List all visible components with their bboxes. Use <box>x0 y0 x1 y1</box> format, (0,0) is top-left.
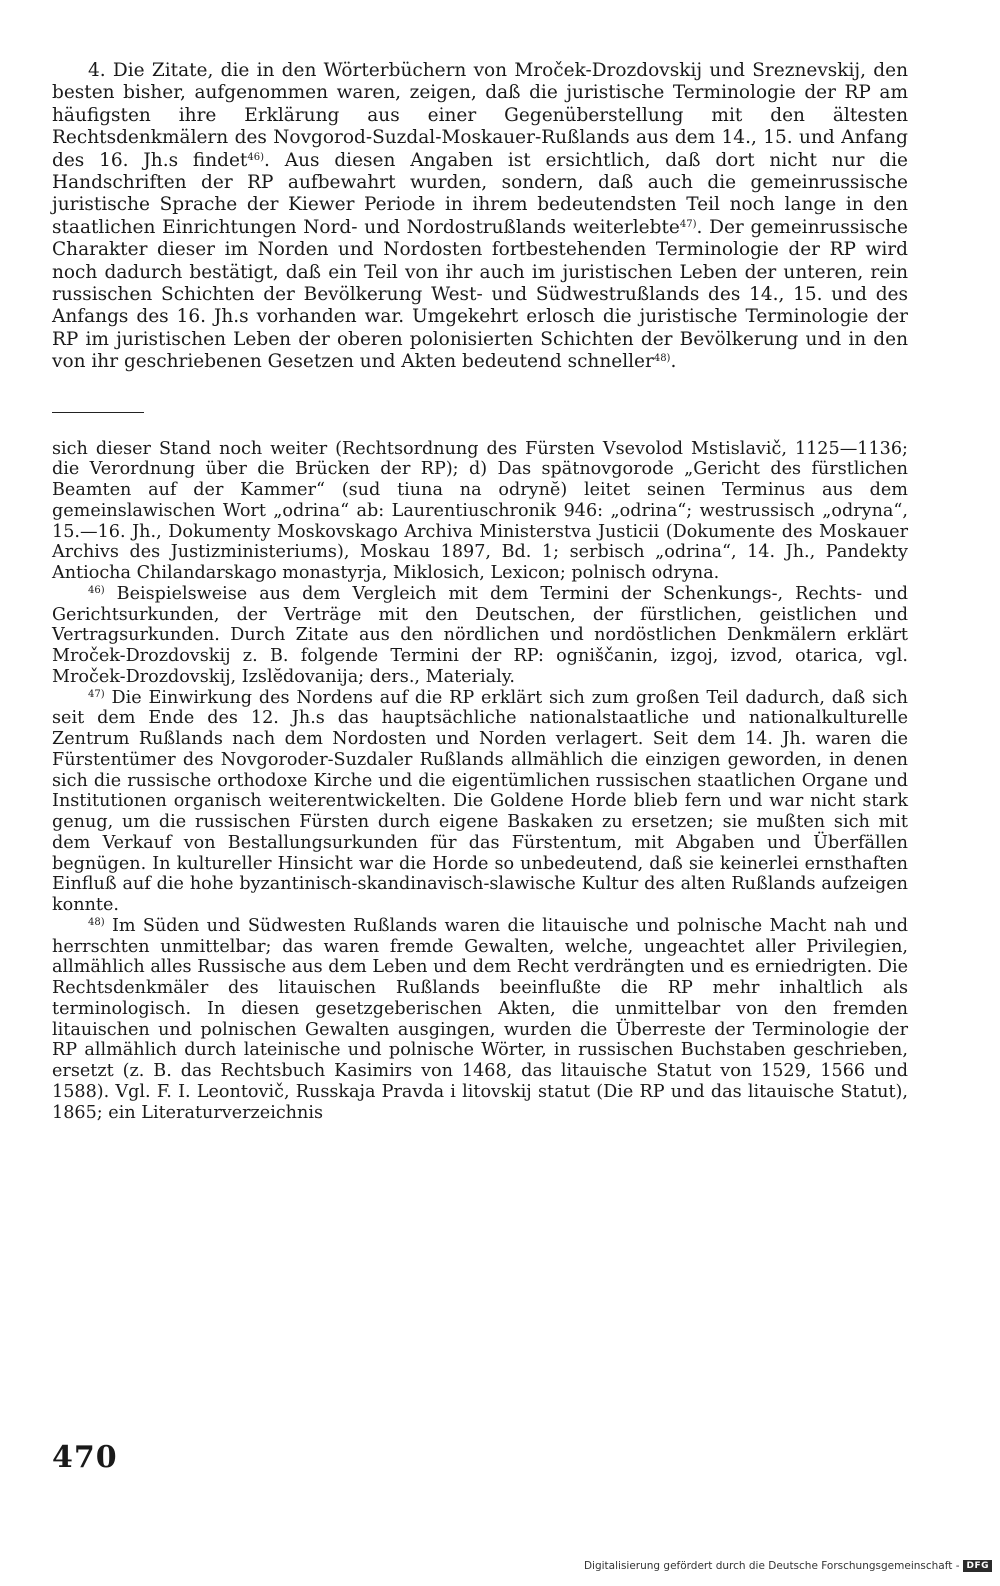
footnote-reference: 48) <box>653 353 671 365</box>
main-text-end: . <box>670 351 677 373</box>
main-text-part-2: . Aus diesen Angaben ist ersichtlich, daß dort nicht nur die Handschriften der RP aufbewahrt wurden, sondern, daß auch die gemeinrussische juristische Sprache der Kiewer Periode in ihrem bedeutendsten Teil noch lange in den staatlichen Einrichtungen Nord- und Nordostrußlands weiterlebte <box>52 149 908 238</box>
footnote-text: Die Einwirkung des Nordens auf die RP erklärt sich zum großen Teil dadurch, daß sich seit dem Ende des 12. Jh.s das hauptsächliche nationalstaatliche und nationalkulturelle Zentrum Rußlands nach dem Nordosten und Norden verlagert. Seit dem 14. Jh. waren die Fürstentümer des Novgoroder-Suzdaler Rußlands allmählich die einzigen geworden, in denen sich die russische orthodoxe Kirche und die eigentümlichen russischen staatlichen Organe und Institutionen organisch weiterentwickelten. Die Goldene Horde blieb fern und war nicht stark genug, um die russischen Fürsten durch eigene Baskaken zu ersetzen; sie mußten sich mit dem Verkauf von Bestallungsurkunden für das Fürstentum, mit Abgaben und Überfällen begnügen. In kultureller Hinsicht war die Horde so unbedeutend, daß sie keinerlei ernsthaften Einfluß auf die hohe byzantinisch-skandinavisch-slawische Kultur des alten Rußlands aufzeigen konnte. <box>52 687 908 916</box>
footnote-marker: 46) <box>88 584 105 596</box>
digitization-credit <box>584 1560 992 1572</box>
footnote-marker: 48) <box>88 916 105 928</box>
credit-text: Digitalisierung gefördert durch die Deutsche Forschungsgemeinschaft - <box>583 1560 960 1572</box>
footnote-reference: 46) <box>247 151 265 163</box>
main-paragraph <box>52 60 908 374</box>
footnote-reference: 47) <box>679 218 697 230</box>
main-text-part-3: . Der gemeinrussische Charakter dieser im Norden und Nordosten fortbestehenden Terminologie der RP wird noch dadurch bestätigt, daß ein Teil von ihr auch im juristischen Leben der unteren, rein russischen Schichten der Bevölkerung West- und Südwestrußlands des 14., 15. und des Anfangs des 16. Jh.s vorhanden war. Umgekehrt erlosch die juristische Terminologie der RP im juristischen Leben der oberen polonisierten Schichten der Bevölkerung und in den von ihr geschriebenen Gesetzen und Akten bedeutend schneller <box>52 216 909 373</box>
footnote-46 <box>52 584 908 688</box>
footnote-text: Im Süden und Südwesten Rußlands waren die litauische und polnische Macht nah und herrschten unmittelbar; das waren fremde Gewalten, welche, ungeachtet aller Privilegien, allmählich alles Russische aus dem Leben und dem Recht verdrängten und es erniedrigten. Die Rechtsdenkmäler des litauischen Rußlands beeinflußte die RP mehr inhaltlich als terminologisch. In diesen gesetzgeberischen Akten, die unmittelbar von den fremden litauischen und polnischen Gewalten ausgingen, wurden die Überreste der Terminologie der RP allmählich durch lateinische und polnische Wörter, in russischen Buchstaben geschrieben, ersetzt (z. B. das Rechtsbuch Kasimirs von 1468, das litauische Statut von 1529, 1566 und 1588). Vgl. F. I. Leontovič, Russkaja Pravda i litovskij statut (Die RP und das litauische Statut), 1865; ein Literaturverzeichnis <box>52 915 908 1123</box>
footnote-48 <box>52 916 908 1124</box>
footnote-continuation: sich dieser Stand noch weiter (Rechtsordnung des Fürsten Vsevolod Mstislavič, 1125—1136; die Verordnung über die Brücken der RP); d) Das spätnovgorode „Gericht des fürstlichen Beamten auf der Kammer“ (sud tiuna na odrynĕ) leitet seinen Terminus aus dem gemeinslawischen Wort „odrina“ ab: Laurentiuschronik 946: „odrina“; westrussisch „odryna“, 15.—16. Jh., Dokumenty Moskovskago Archiva Ministerstva Justicii (Dokumente des Moskauer Archivs des Justizministeriums), Moskau 1897, Bd. 1; serbisch „odrina“, 14. Jh., Pandekty Antiocha Chilandarskago monastyrja, Miklosich, Lexicon; polnisch odryna. <box>52 438 908 584</box>
dfg-logo: DFG <box>963 1560 992 1572</box>
main-text-part-1: 4. Die Zitate, die in den Wörterbüchern von Mroček-Drozdovskij und Sreznevskij, den besten bisher, aufgenommen waren, zeigen, daß die juristische Terminologie der RP am häufigsten ihre Erklärung aus einer Gegenüberstellung mit den ältesten Rechtsdenkmälern des Novgorod-Suzdal-Moskauer-Rußlands aus dem 14., 15. und Anfang des 16. Jh.s findet <box>52 60 908 171</box>
page-number: 470 <box>52 1440 118 1475</box>
footnote-marker: 47) <box>88 688 105 700</box>
page-content <box>52 60 908 1123</box>
footnote-separator <box>52 412 144 413</box>
footnote-text: Beispielsweise aus dem Vergleich mit dem Termini der Schenkungs-, Rechts- und Gerichtsurkunden, der Verträge mit den Deutschen, der fürstlichen, geistlichen und Vertragsurkunden. Durch Zitate aus den nördlichen und nordöstlichen Denkmälern erklärt Mroček-Drozdovskij z. B. folgende Termini der RP: ogniščanin, izgoj, izvod, otarica, vgl. Mroček-Drozdovskij, Izslĕdovanija; ders., Materialy. <box>52 583 908 687</box>
footnote-47 <box>52 688 908 916</box>
